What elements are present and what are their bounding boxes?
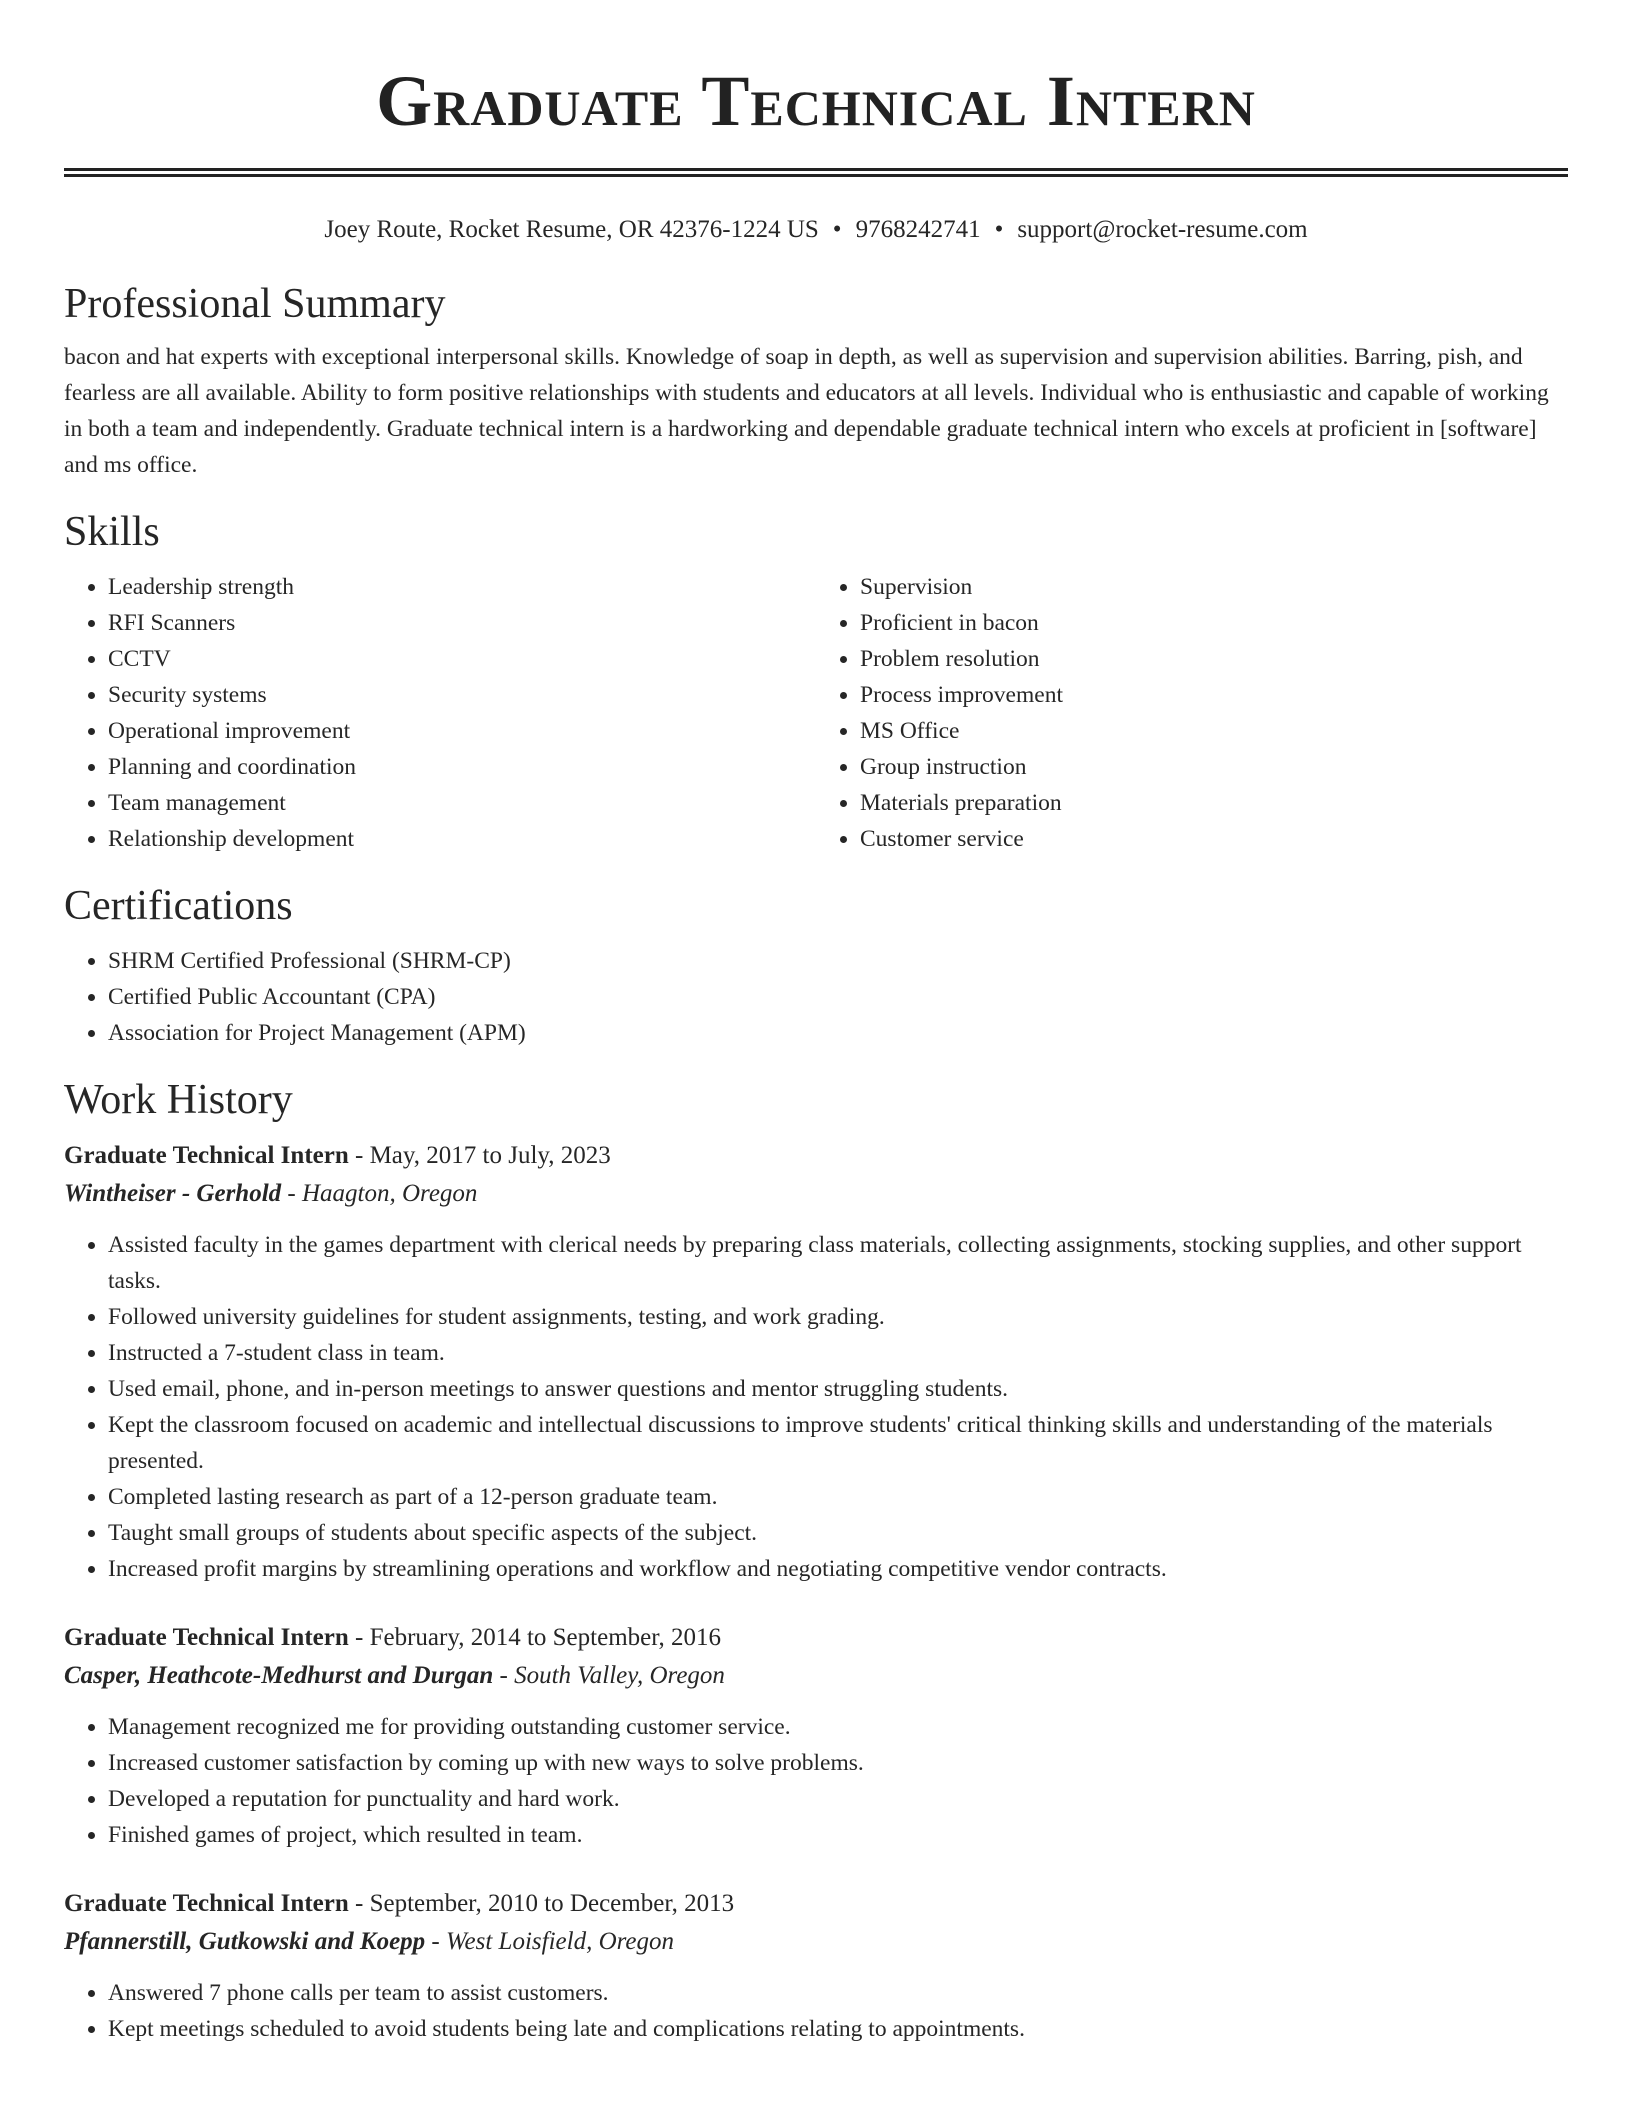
job-dash: - (493, 1662, 515, 1689)
skill-item: • CCTV (108, 641, 816, 677)
job-location: South Valley, Oregon (514, 1662, 725, 1689)
job-bullets (64, 1709, 1568, 1853)
certifications-list (64, 943, 1568, 1051)
job-dates: September, 2010 to December, 2013 (369, 1890, 735, 1917)
job-bullets (64, 1975, 1568, 2047)
job-entry (64, 1619, 1568, 1853)
job-bullet: • Taught small groups of students about specific aspects of the subject. (108, 1515, 1568, 1551)
contact-address: Joey Route, Rocket Resume, OR 42376-1224 US (324, 216, 819, 243)
certification-item: • Certified Public Accountant (CPA) (108, 979, 1568, 1015)
job-bullet: • Followed university guidelines for student assignments, testing, and work grading. (108, 1299, 1568, 1335)
certifications-heading: Certifications (64, 883, 293, 929)
job-company: Wintheiser - Gerhold (64, 1180, 282, 1207)
resume-page (64, 0, 1568, 2047)
job-employer (64, 1657, 1568, 1695)
certification-item: • Association for Project Management (APM) (108, 1015, 1568, 1051)
contact-email: support@rocket-resume.com (1017, 216, 1308, 243)
summary-text: bacon and hat experts with exceptional interpersonal skills. Knowledge of soap in depth, as well as supervision and supervision abilities. Barring, pish, and fearless are all available. Ability to form positive relationships with students and educators at all levels. Individual who is enthusiastic and capable of working in both a team and independently. Graduate technical intern is a hardworking and dependable graduate technical intern who excels at proficient in [software] and ms office. (64, 344, 1549, 478)
skill-item: • Process improvement (860, 677, 1568, 713)
skills-heading: Skills (64, 509, 160, 555)
job-header (64, 1137, 1568, 1175)
job-title: Graduate Technical Intern (64, 1890, 349, 1917)
job-dash: - (348, 1624, 370, 1651)
job-employer (64, 1923, 1568, 1961)
job-dash: - (281, 1180, 302, 1207)
contact-separator: • (832, 216, 842, 243)
summary-heading: Professional Summary (64, 281, 446, 327)
job-dates: February, 2014 to September, 2016 (369, 1624, 722, 1651)
skill-item: • Planning and coordination (108, 749, 816, 785)
job-entry (64, 1137, 1568, 1587)
contact-phone: 9768242741 (855, 216, 981, 243)
job-bullet: • Used email, phone, and in-person meetings to answer questions and mentor struggling students. (108, 1371, 1568, 1407)
skill-item: • Security systems (108, 677, 816, 713)
job-employer (64, 1175, 1568, 1213)
job-header (64, 1619, 1568, 1657)
job-entry (64, 1885, 1568, 2047)
skills-list-left (64, 569, 816, 857)
job-dash: - (348, 1142, 370, 1169)
skills-columns (64, 569, 1568, 857)
job-bullet: • Answered 7 phone calls per team to assist customers. (108, 1975, 1568, 2011)
skill-item: • Team management (108, 785, 816, 821)
job-bullet: • Kept the classroom focused on academic and intellectual discussions to improve students' critical thinking skills and understanding of the materials presented. (108, 1407, 1568, 1479)
job-bullet: • Increased customer satisfaction by coming up with new ways to solve problems. (108, 1745, 1568, 1781)
job-dash: - (425, 1928, 446, 1955)
skill-item: • Proficient in bacon (860, 605, 1568, 641)
skill-item: • MS Office (860, 713, 1568, 749)
skill-item: • RFI Scanners (108, 605, 816, 641)
job-title: Graduate Technical Intern (64, 1624, 349, 1651)
contact-line (64, 213, 1568, 247)
job-location: West Loisfield, Oregon (446, 1928, 675, 1955)
skill-item: • Supervision (860, 569, 1568, 605)
job-dash: - (348, 1890, 370, 1917)
skill-item: • Materials preparation (860, 785, 1568, 821)
job-title: Graduate Technical Intern (64, 1142, 349, 1169)
job-bullets (64, 1227, 1568, 1587)
title-divider (64, 168, 1568, 177)
skill-item: • Customer service (860, 821, 1568, 857)
skill-item: • Leadership strength (108, 569, 816, 605)
job-company: Pfannerstill, Gutkowski and Koepp (64, 1928, 426, 1955)
job-bullet: • Instructed a 7-student class in team. (108, 1335, 1568, 1371)
job-company: Casper, Heathcote-Medhurst and Durgan (64, 1662, 494, 1689)
resume-title: Graduate Technical Intern (376, 61, 1256, 141)
skills-list-right (816, 569, 1568, 857)
job-bullet: • Developed a reputation for punctuality and hard work. (108, 1781, 1568, 1817)
skill-item: • Relationship development (108, 821, 816, 857)
job-dates: May, 2017 to July, 2023 (369, 1142, 611, 1169)
job-bullet: • Management recognized me for providing outstanding customer service. (108, 1709, 1568, 1745)
job-bullet: • Kept meetings scheduled to avoid students being late and complications relating to appointments. (108, 2011, 1568, 2047)
work-history-heading: Work History (64, 1077, 293, 1123)
job-bullet: • Assisted faculty in the games department with clerical needs by preparing class materials, collecting assignments, stocking supplies, and other support tasks. (108, 1227, 1568, 1299)
job-location: Haagton, Oregon (301, 1180, 478, 1207)
certification-item: • SHRM Certified Professional (SHRM-CP) (108, 943, 1568, 979)
job-header (64, 1885, 1568, 1923)
skill-item: • Group instruction (860, 749, 1568, 785)
job-bullet: • Finished games of project, which resulted in team. (108, 1817, 1568, 1853)
job-bullet: • Increased profit margins by streamlining operations and workflow and negotiating competitive vendor contracts. (108, 1551, 1568, 1587)
job-bullet: • Completed lasting research as part of a 12-person graduate team. (108, 1479, 1568, 1515)
contact-separator: • (994, 216, 1004, 243)
skill-item: • Operational improvement (108, 713, 816, 749)
skill-item: • Problem resolution (860, 641, 1568, 677)
